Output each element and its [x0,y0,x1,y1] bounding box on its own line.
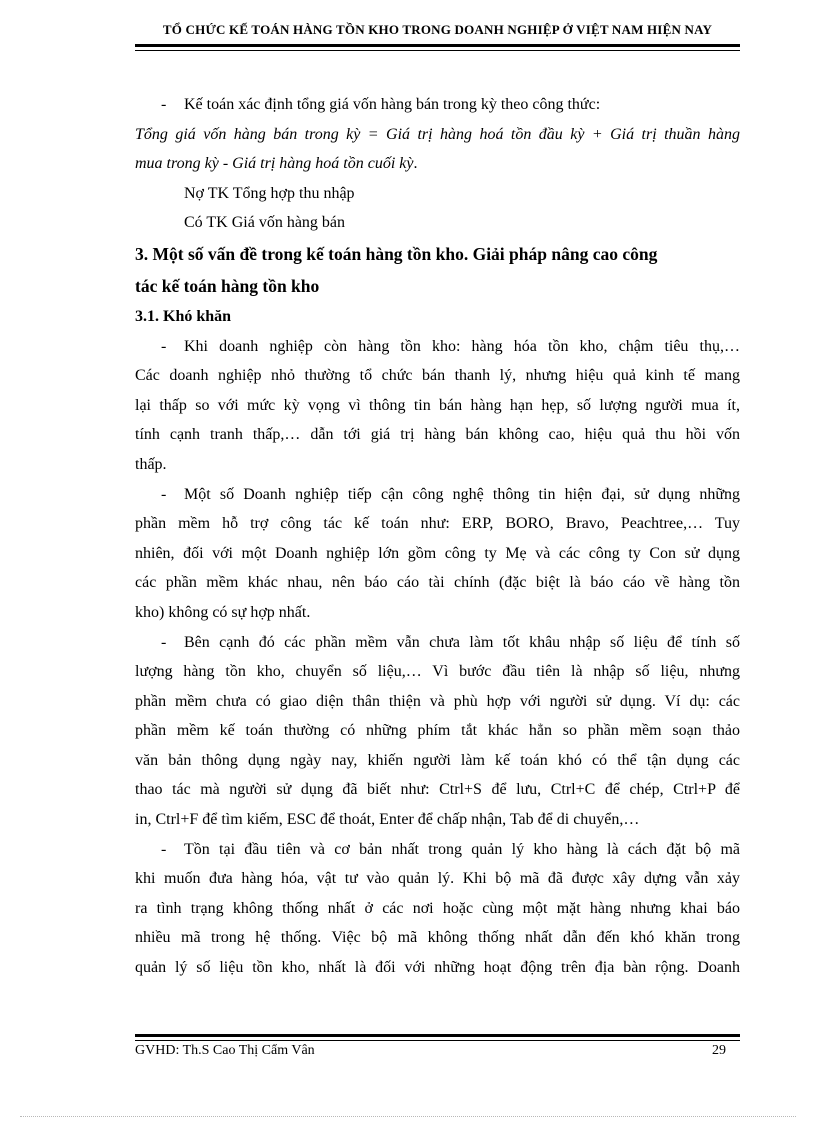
footer-instructor: GVHD: Th.S Cao Thị Cẩm Vân [135,1043,315,1058]
paragraph-3-line: in, Ctrl+F để tìm kiếm, ESC để thoát, Enter để chấp nhận, Tab để di chuyển,… [135,811,640,829]
header-rule [135,44,740,51]
formula-line-2 [135,149,740,179]
paragraph-4-line: quản lý số liệu tồn kho, nhất là đối với những hoạt động trên địa bàn rộng. Doanh [135,959,740,977]
paragraph-4-line: khi muốn đưa hàng hóa, vật tư vào quản lý. Khi bộ mã đã được xây dựng vẫn xảy [135,870,740,888]
paragraph-2-line: các phần mềm khác nhau, nên báo cáo tài chính (đặc biệt là báo cáo về hàng tồn [135,574,740,592]
footer-rule [135,1034,740,1041]
paragraph-1-line: lại thấp so với mức kỳ vọng vì thông tin bán hàng hạn hẹp, số lượng người mua ít, [135,396,740,414]
formula-line-2-text: mua trong kỳ - Giá trị hàng hoá tồn cuối kỳ [135,155,414,173]
running-header: TỔ CHỨC KẾ TOÁN HÀNG TỒN KHO TRONG DOANH NGHIỆP Ở VIỆT NAM HIỆN NAY [162,22,713,37]
page-edge [20,1116,796,1117]
journal-entry-debit: Nợ TK Tổng hợp thu nhập [184,184,355,202]
journal-entry-credit: Có TK Giá vốn hàng bán [184,214,346,232]
formula-period: . [413,155,418,173]
paragraph-2-line: nhiên, đối với một Doanh nghiệp lớn gồm công ty Mẹ và các công ty Con sử dụng [135,544,740,562]
bullet-dash: - [161,337,167,355]
bullet-dash: - [161,633,167,651]
paragraph-3-line [135,628,740,658]
paragraph-3-line: phần mềm chưa có giao diện thân thiện và phù hợp với người sử dụng. Ví dụ: các [135,692,740,710]
page-body [135,90,740,983]
paragraph-4-line: ra tình trạng không thống nhất ở các nơi hoặc cùng một mặt hàng nhưng khai báo [135,899,740,917]
paragraph-3-line: văn bản thông dụng ngày nay, khiến người làm kế toán khó có thể tận dụng các [135,751,740,769]
page-number: 29 [712,1043,726,1058]
text-run: Bên cạnh đó các phần mềm vẫn chưa làm tốt khâu nhập số liệu để tính số [184,633,740,651]
subsection-heading: 3.1. Khó khăn [135,307,232,325]
paragraph-1-line: tính cạnh tranh thấp,… dẫn tới giá trị hàng bán không cao, hiệu quả thu hồi vốn [135,426,740,444]
section-heading-line-1: 3. Một số vấn đề trong kế toán hàng tồn kho. Giải pháp nâng cao công [135,243,658,264]
paragraph-2-line [135,480,740,510]
paragraph-1-line: Các doanh nghiệp nhỏ thường tổ chức bán thanh lý, nhưng hiệu quả kinh tế mang [135,367,740,385]
paragraph-2-line: kho) không có sự hợp nhất. [135,603,311,621]
text-run: Khi doanh nghiệp còn hàng tồn kho: hàng hóa tồn kho, chậm tiêu thụ,… [184,337,740,355]
bullet-dash: - [161,96,167,113]
paragraph-1-line: thấp. [135,455,167,473]
paragraph-3-line: lượng hàng tồn kho, chuyển số liệu,… Vì bước đầu tiên là nhập số liệu, nhưng [135,663,740,681]
paragraph-1-line [135,332,740,362]
bullet-dash: - [161,840,167,858]
text-run: Tồn tại đầu tiên và cơ bản nhất trong quản lý kho hàng là cách đặt bộ mã [184,840,740,858]
formula-intro-text: Kế toán xác định tổng giá vốn hàng bán trong kỳ theo công thức: [184,96,601,113]
paragraph-4-line [135,835,740,865]
paragraph-2-line: phần mềm hỗ trợ công tác kế toán như: ERP, BORO, Bravo, Peachtree,… Tuy [135,515,740,533]
bullet-dash: - [161,485,167,503]
formula-intro [135,90,740,120]
text-run: Một số Doanh nghiệp tiếp cận công nghệ thông tin hiện đại, sử dụng những [184,485,740,503]
paragraph-4-line: nhiều mã trong hệ thống. Việc bộ mã không thống nhất dẫn đến khó khăn trong [135,929,740,947]
paragraph-3-line: thao tác mà người sử dụng đã biết như: Ctrl+S để lưu, Ctrl+C để chép, Ctrl+P để [135,781,740,799]
formula-line-1: Tổng giá vốn hàng bán trong kỳ = Giá trị hàng hoá tồn đầu kỳ + Giá trị thuần hàng [135,125,740,143]
section-heading-line-2: tác kế toán hàng tồn kho [135,275,320,296]
paragraph-3-line: phần mềm kế toán thường có những phím tắt khác hẳn so phần mềm soạn thảo [135,722,740,740]
